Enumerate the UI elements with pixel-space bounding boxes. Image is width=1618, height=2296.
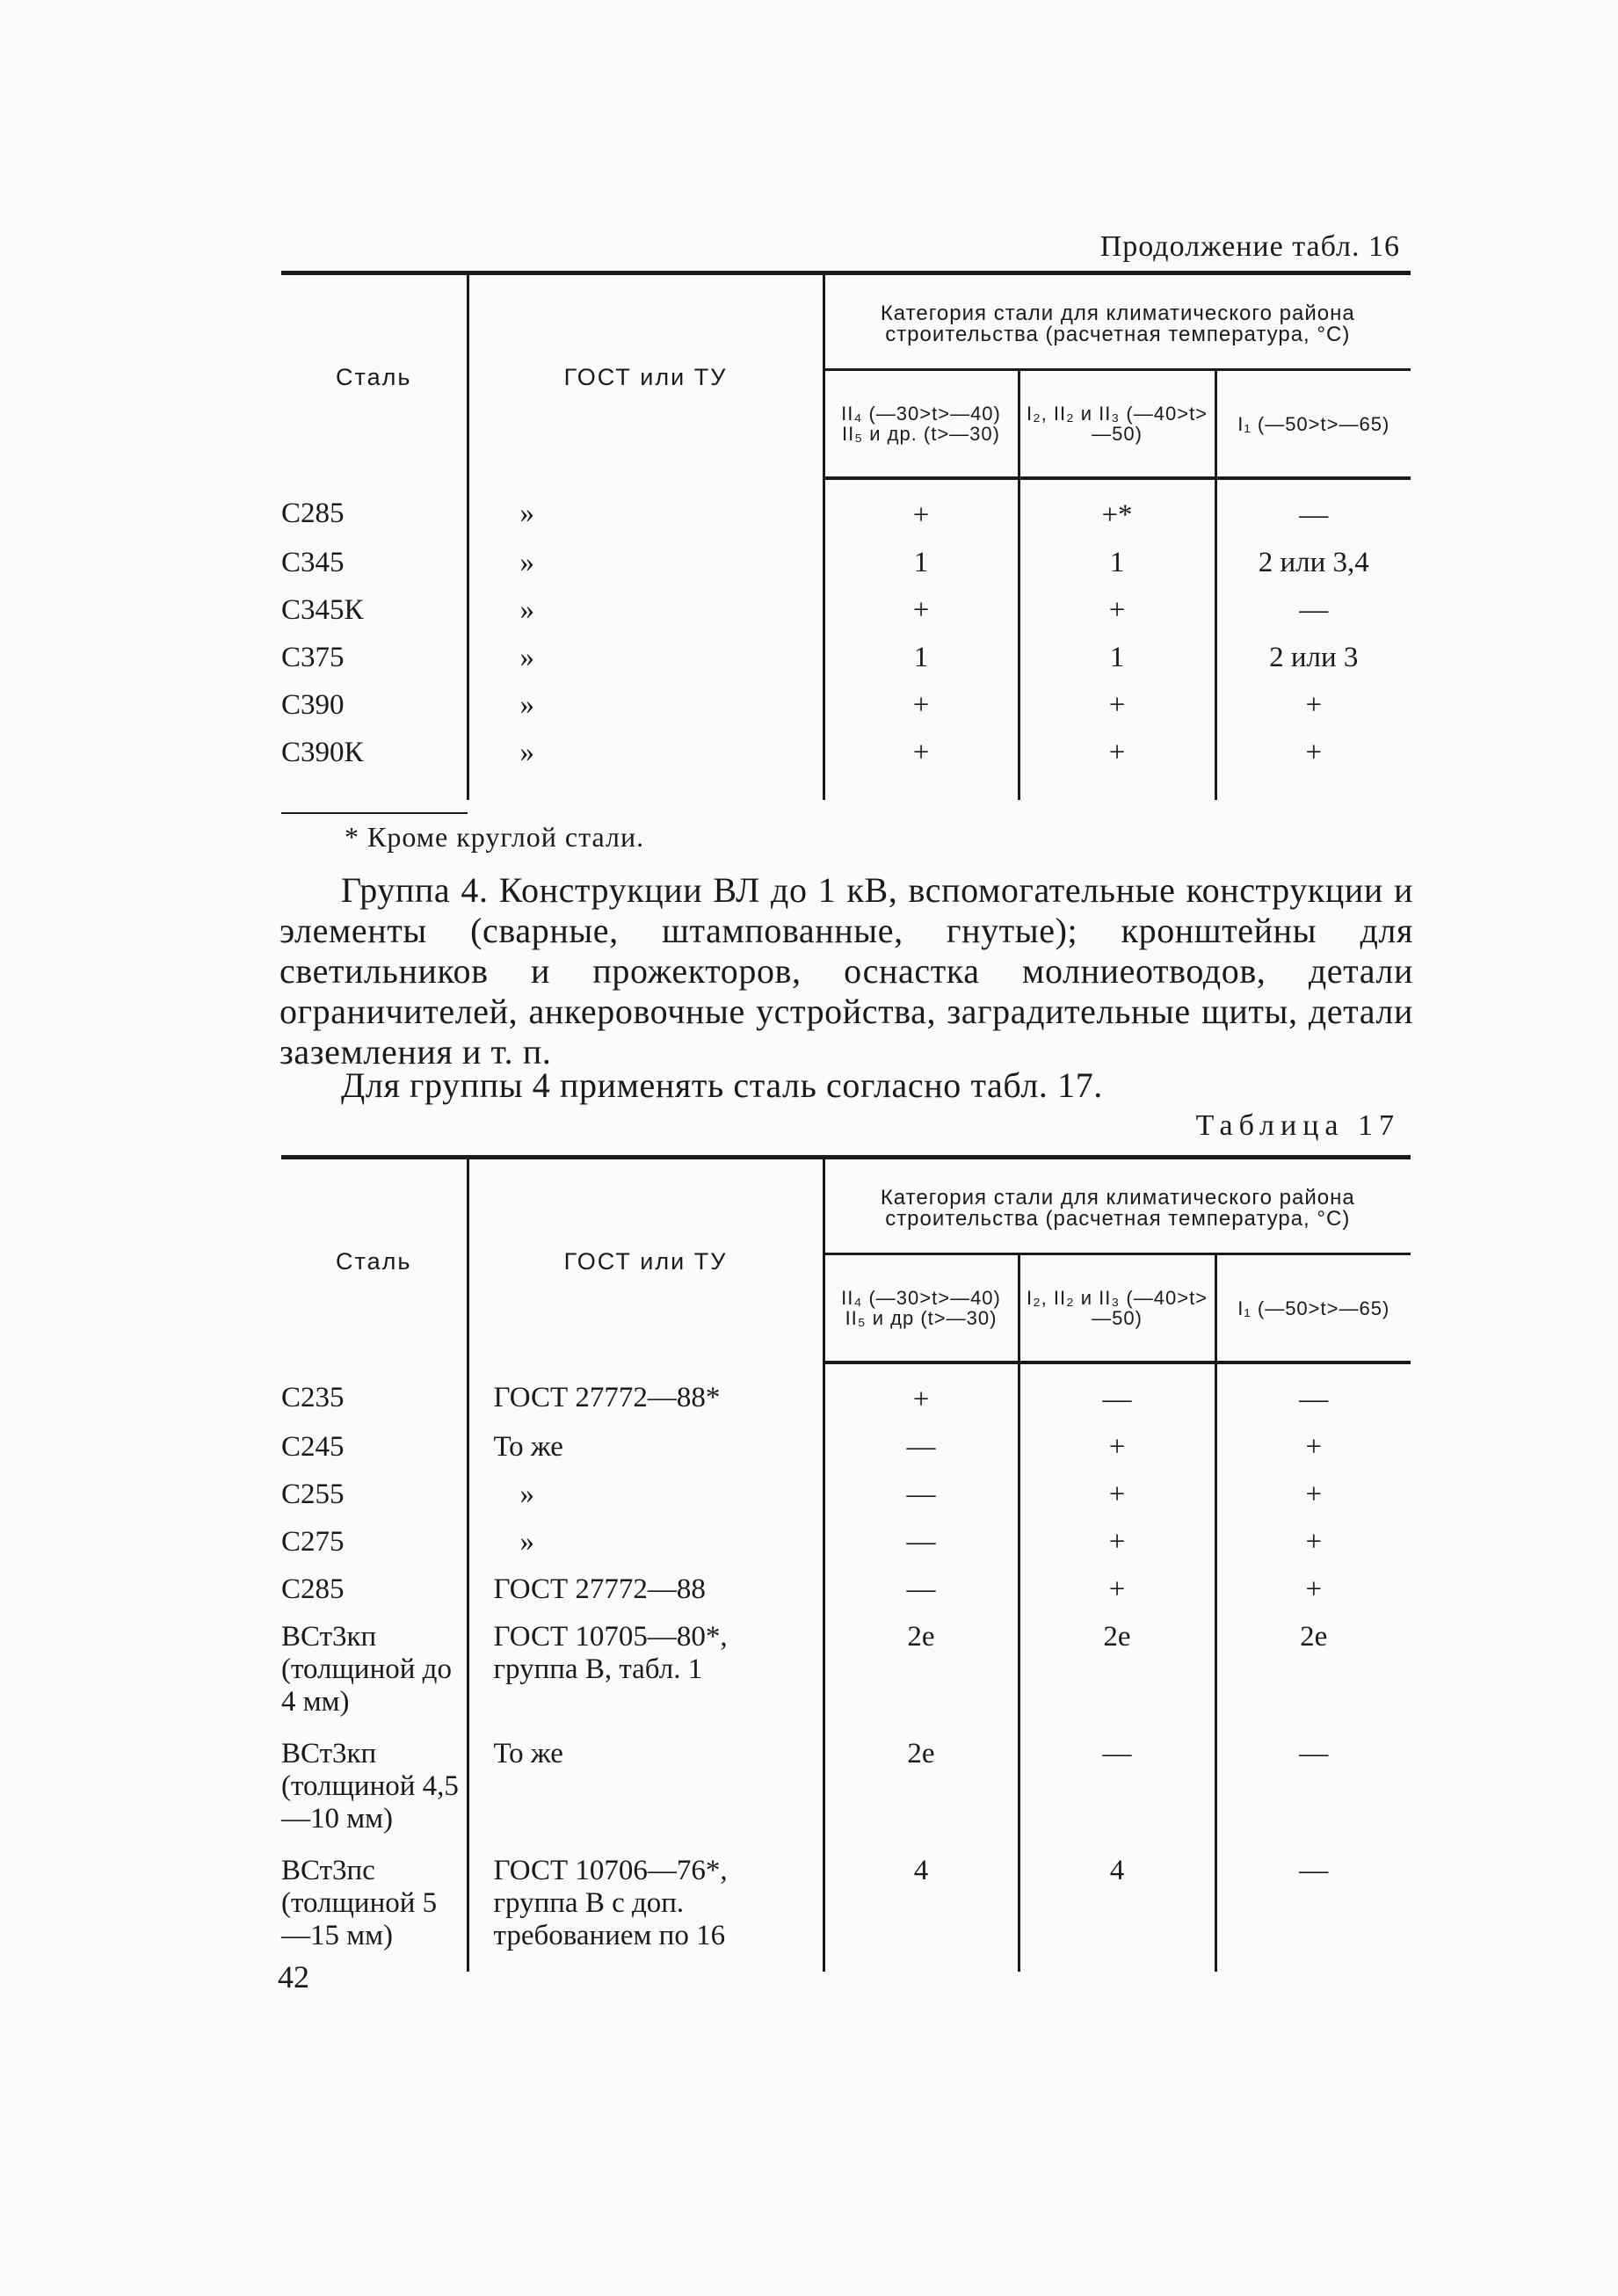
- cell-c: +: [1215, 1479, 1411, 1526]
- cell-b: +*: [1019, 478, 1215, 547]
- cell-steel: С245: [281, 1431, 345, 1463]
- cell-gost: ГОСТ 27772—88*: [468, 1362, 824, 1431]
- header-steel: Сталь: [281, 273, 468, 479]
- table-row: [281, 737, 1411, 800]
- cell-a: +: [824, 594, 1019, 642]
- cell-a: —: [824, 1573, 1019, 1621]
- cell-gost: »: [468, 1479, 824, 1526]
- cell-b: +: [1019, 689, 1215, 737]
- table16-caption: Продолжение табл. 16: [1099, 230, 1400, 263]
- cell-c: +: [1215, 737, 1411, 800]
- table-row: [281, 1526, 1411, 1573]
- cell-gost: »: [468, 594, 824, 642]
- cell-b: +: [1019, 1479, 1215, 1526]
- cell-c: +: [1215, 689, 1411, 737]
- header-sub-b: I₂, II₂ и II₃ (—40>t>—50): [1019, 1254, 1215, 1363]
- cell-a: +: [824, 1362, 1019, 1431]
- table17-body: [281, 1362, 1411, 1972]
- cell-b: 4: [1019, 1855, 1215, 1972]
- table-row: [281, 1431, 1411, 1479]
- cell-steel: С390: [281, 689, 345, 721]
- cell-gost: »: [468, 737, 824, 800]
- cell-a: +: [824, 478, 1019, 547]
- cell-b: 1: [1019, 547, 1215, 594]
- table16-body: [281, 478, 1411, 800]
- page-number: 42: [278, 1959, 309, 1994]
- cell-steel: С285: [281, 1573, 345, 1605]
- cell-c: —: [1215, 478, 1411, 547]
- cell-steel: С345: [281, 547, 345, 578]
- cell-a: +: [824, 689, 1019, 737]
- header-sub-b: I₂, II₂ и II₃ (—40>t>—50): [1019, 370, 1215, 479]
- cell-c: —: [1215, 1738, 1411, 1855]
- cell-b: +: [1019, 737, 1215, 800]
- cell-b: —: [1019, 1362, 1215, 1431]
- cell-steel: С345К: [281, 594, 364, 626]
- cell-a: +: [824, 737, 1019, 800]
- table-17: [281, 1155, 1411, 1972]
- cell-b: +: [1019, 1526, 1215, 1573]
- cell-gost: ГОСТ 10706—76*, группа В с доп. требованием по 16: [468, 1855, 824, 1972]
- cell-gost: ГОСТ 27772—88: [468, 1573, 824, 1621]
- header-sub-a: II₄ (—30>t>—40) II₅ и др. (t>—30): [824, 370, 1019, 479]
- cell-c: +: [1215, 1526, 1411, 1573]
- cell-c: 2 или 3,4: [1215, 547, 1411, 594]
- cell-a: 2е: [824, 1621, 1019, 1738]
- cell-a: —: [824, 1526, 1019, 1573]
- header-sub-c: I₁ (—50>t>—65): [1215, 370, 1411, 479]
- table-row: [281, 1621, 1411, 1738]
- cell-gost: То же: [468, 1431, 824, 1479]
- cell-b: 2е: [1019, 1621, 1215, 1738]
- cell-gost: »: [468, 1526, 824, 1573]
- cell-b: 1: [1019, 642, 1215, 689]
- table-16: [281, 271, 1411, 800]
- table-row: [281, 547, 1411, 594]
- table-row: [281, 1855, 1411, 1972]
- cell-c: —: [1215, 594, 1411, 642]
- body-paragraph: Группа 4. Конструкции ВЛ до 1 кВ, вспомогательные конструкции и элементы (сварные, штампованные, гнутые); кронштейны для светильников и прожекторов, оснастка молниеотводов, детали ограничителей, анкеровочные устройства, заградительные щиты, детали заземления и т. п.: [279, 870, 1413, 1072]
- cell-a: 4: [824, 1855, 1019, 1972]
- cell-c: 2е: [1215, 1621, 1411, 1738]
- cell-a: 1: [824, 547, 1019, 594]
- header-sub-c: I₁ (—50>t>—65): [1215, 1254, 1411, 1363]
- cell-c: +: [1215, 1573, 1411, 1621]
- cell-c: —: [1215, 1855, 1411, 1972]
- table-row: [281, 1573, 1411, 1621]
- table-row: [281, 594, 1411, 642]
- cell-steel: ВСт3кп (толщиной до 4 мм): [281, 1621, 452, 1718]
- cell-a: —: [824, 1479, 1019, 1526]
- cell-steel: ВСт3пс (толщиной 5—15 мм): [281, 1855, 438, 1951]
- header-gost: ГОСТ или ТУ: [468, 273, 824, 479]
- header-steel: Сталь: [281, 1158, 468, 1363]
- table-row: [281, 642, 1411, 689]
- cell-steel: С275: [281, 1526, 345, 1558]
- cell-b: +: [1019, 594, 1215, 642]
- footnote-rule: [281, 812, 468, 814]
- cell-steel: С375: [281, 642, 345, 673]
- cell-steel: С390К: [281, 737, 364, 768]
- cell-c: +: [1215, 1431, 1411, 1479]
- cell-steel: С255: [281, 1479, 345, 1510]
- cell-gost: »: [468, 547, 824, 594]
- table-row: [281, 689, 1411, 737]
- table-row: [281, 1479, 1411, 1526]
- cell-gost: То же: [468, 1738, 824, 1855]
- cell-b: +: [1019, 1431, 1215, 1479]
- cell-a: 1: [824, 642, 1019, 689]
- cell-gost: »: [468, 689, 824, 737]
- cell-gost: ГОСТ 10705—80*, группа В, табл. 1: [468, 1621, 824, 1738]
- header-gost: ГОСТ или ТУ: [468, 1158, 824, 1363]
- cell-b: +: [1019, 1573, 1215, 1621]
- header-category: Категория стали для климатического района строительства (расчетная температура, °С): [824, 1158, 1411, 1254]
- cell-a: 2е: [824, 1738, 1019, 1855]
- table17-caption: Таблица 17: [1195, 1109, 1400, 1142]
- cell-steel: С285: [281, 498, 345, 529]
- body-paragraph-2: Для группы 4 применять сталь согласно табл. 17.: [341, 1065, 1103, 1105]
- cell-c: 2 или 3: [1215, 642, 1411, 689]
- header-category: Категория стали для климатического района строительства (расчетная температура, °С): [824, 273, 1411, 370]
- cell-steel: С235: [281, 1382, 345, 1413]
- table-row: [281, 478, 1411, 547]
- table-row: [281, 1738, 1411, 1855]
- header-sub-a: II₄ (—30>t>—40) II₅ и др (t>—30): [824, 1254, 1019, 1363]
- cell-gost: »: [468, 642, 824, 689]
- table-row: [281, 1362, 1411, 1431]
- cell-c: —: [1215, 1362, 1411, 1431]
- cell-gost: »: [468, 478, 824, 547]
- footnote: * Кроме круглой стали.: [345, 821, 645, 853]
- cell-a: —: [824, 1431, 1019, 1479]
- cell-b: —: [1019, 1738, 1215, 1855]
- cell-steel: ВСт3кп (толщиной 4,5—10 мм): [281, 1738, 459, 1835]
